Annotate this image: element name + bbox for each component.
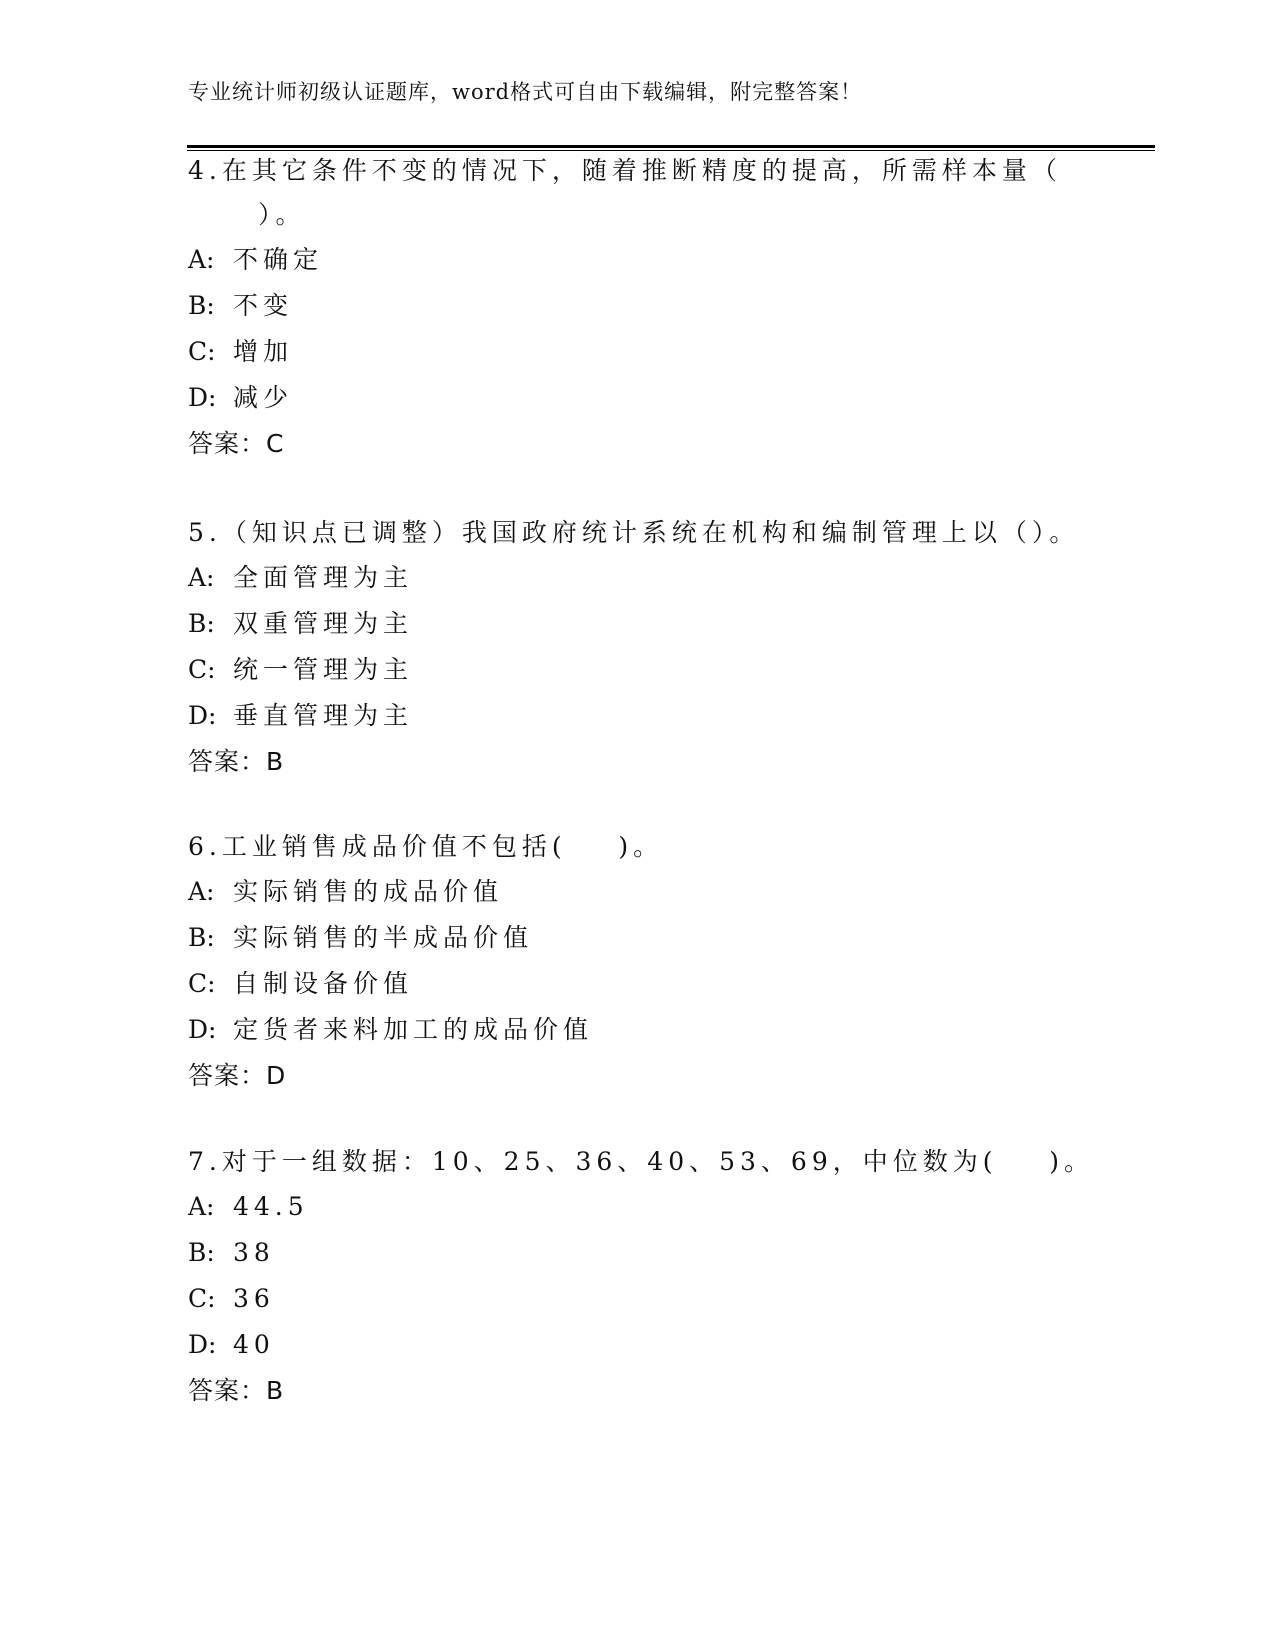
option-letter: C:	[188, 969, 216, 998]
option-c	[188, 329, 1088, 375]
option-a	[188, 1184, 1088, 1230]
option-text: 38	[233, 1238, 275, 1267]
option-text: 实际销售的半成品价值	[233, 923, 534, 952]
option-letter: D:	[188, 1330, 217, 1359]
option-letter: C:	[188, 337, 216, 366]
option-c	[188, 1276, 1088, 1322]
option-text: 自制设备价值	[233, 969, 414, 998]
option-d	[188, 693, 1088, 739]
option-text: 全面管理为主	[233, 563, 414, 592]
option-text: 统一管理为主	[233, 655, 414, 684]
option-letter: D:	[188, 701, 217, 730]
option-text: 36	[233, 1284, 275, 1313]
option-b	[188, 283, 1088, 329]
question-stem: 7.对于一组数据：10、25、36、40、53、69，中位数为( )。	[188, 1147, 1095, 1176]
option-c	[188, 961, 1088, 1007]
option-text: 不变	[233, 291, 294, 320]
page-header-text: 专业统计师初级认证题库，word格式可自由下载编辑，附完整答案！	[188, 80, 863, 104]
option-a	[188, 237, 1088, 283]
option-text: 垂直管理为主	[233, 701, 414, 730]
option-b	[188, 1230, 1088, 1276]
answer-line: 答案：C	[188, 429, 285, 458]
question-7	[188, 1140, 1095, 1414]
question-5	[188, 511, 1088, 785]
option-c	[188, 647, 1088, 693]
header-rule-thick	[187, 145, 1155, 148]
option-letter: D:	[188, 383, 217, 412]
option-letter: A:	[188, 563, 215, 592]
option-text: 40	[233, 1330, 275, 1359]
option-letter: B:	[188, 923, 215, 952]
option-letter: C:	[188, 1284, 216, 1313]
option-letter: B:	[188, 1238, 215, 1267]
question-stem: 5.（知识点已调整）我国政府统计系统在机构和编制管理上以（）。	[188, 518, 1080, 547]
option-text: 双重管理为主	[233, 609, 414, 638]
option-text: 44.5	[233, 1192, 309, 1221]
question-6	[188, 825, 1088, 1099]
option-a	[188, 555, 1088, 601]
option-text: 不确定	[233, 245, 324, 274]
option-text: 实际销售的成品价值	[233, 877, 504, 906]
option-letter: B:	[188, 291, 215, 320]
option-b	[188, 915, 1088, 961]
answer-line: 答案：B	[188, 747, 285, 776]
question-stem-continued: ）。	[258, 200, 306, 229]
option-letter: C:	[188, 655, 216, 684]
option-letter: D:	[188, 1015, 217, 1044]
answer-line: 答案：B	[188, 1376, 285, 1405]
option-d	[188, 375, 1088, 421]
option-letter: A:	[188, 1192, 215, 1221]
option-b	[188, 601, 1088, 647]
option-d	[188, 1322, 1088, 1368]
option-text: 减少	[233, 383, 294, 412]
option-text: 定货者来料加工的成品价值	[233, 1015, 594, 1044]
option-a	[188, 869, 1088, 915]
option-letter: B:	[188, 609, 215, 638]
answer-line: 答案：D	[188, 1061, 287, 1090]
option-d	[188, 1007, 1088, 1053]
option-letter: A:	[188, 245, 215, 274]
question-stem: 4.在其它条件不变的情况下，随着推断精度的提高，所需样本量（	[188, 156, 1062, 185]
option-letter: A:	[188, 877, 215, 906]
question-4	[188, 149, 1088, 467]
option-text: 增加	[233, 337, 294, 366]
question-stem: 6.工业销售成品价值不包括( )。	[188, 832, 664, 861]
